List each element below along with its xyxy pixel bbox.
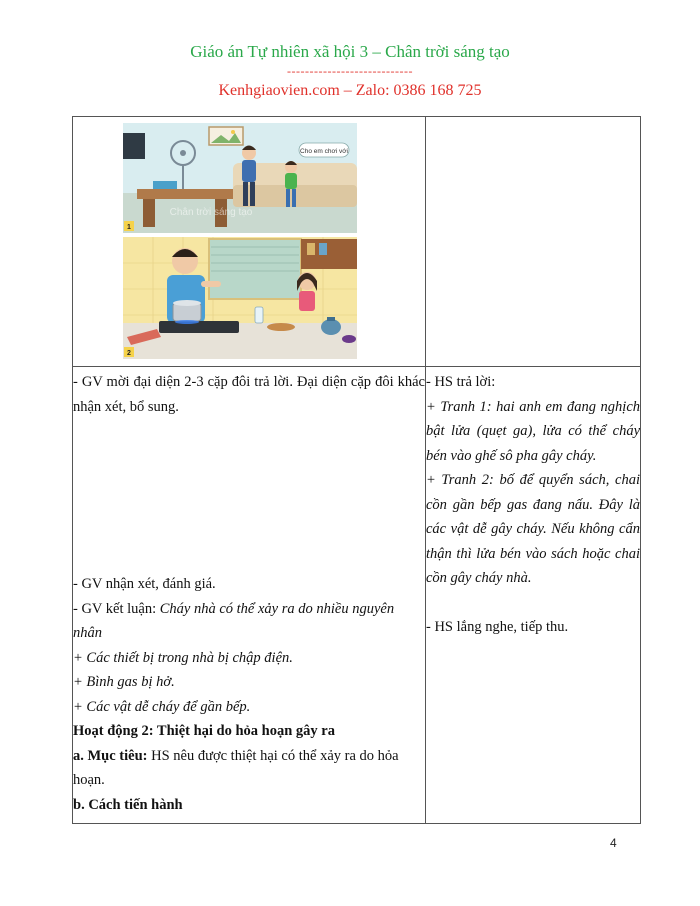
- student-answer-picture-1: + Tranh 1: hai anh em đang nghịch bật lửa (quẹt ga), lửa có thể cháy bén vào ghế sô pha gây cháy.: [426, 398, 640, 464]
- procedure-heading: b. Cách tiến hành: [73, 796, 183, 813]
- right-empty-cell: [426, 117, 641, 367]
- student-activities-cell: [426, 367, 641, 824]
- teacher-conclusion: [73, 597, 425, 646]
- objective-label: a. Mục tiêu:: [73, 747, 148, 764]
- objective: [73, 744, 425, 793]
- conclusion-prefix: - GV kết luận:: [73, 600, 160, 617]
- objective-text: HS nêu được thiệt hại có thể xảy ra do hỏa hoạn.: [73, 747, 399, 788]
- watermark-text: Chân trời sáng tạo: [169, 207, 253, 218]
- table-row: [73, 367, 641, 824]
- student-answer-heading: - HS trả lời:: [426, 374, 496, 390]
- lesson-illustration: [123, 123, 357, 359]
- cause-item-2: + Bình gas bị hở.: [73, 674, 175, 690]
- header-website: Kenhgiaovien.com – Zalo: 0386 168 725: [218, 82, 482, 99]
- header-title: Giáo án Tự nhiên xã hội 3 – Chân trời sáng tạo: [190, 42, 510, 61]
- cause-item-3: + Các vật dễ cháy để gần bếp.: [73, 698, 251, 715]
- panel-2-label: 2: [127, 350, 131, 357]
- illustration-cell: [73, 117, 426, 367]
- student-answer-picture-2: + Tranh 2: bố để quyển sách, chai cồn gần bếp gas đang nấu. Đây là các vật dễ gây cháy. Nếu không cẩn thận thì lửa bén vào sách hoặc chai cồn gây cháy nhà.: [426, 472, 640, 586]
- page-number: 4: [610, 836, 617, 850]
- conclusion-text: Cháy nhà có thể xảy ra do nhiều nguyên nhân: [73, 600, 395, 641]
- cause-item-1: + Các thiết bị trong nhà bị chập điện.: [73, 649, 293, 666]
- speech-bubble-text: Cho em chơi với: [300, 148, 348, 155]
- panel-1-living-room: [123, 123, 357, 233]
- student-listen: - HS lắng nghe, tiếp thu.: [426, 618, 569, 635]
- teacher-instruction-1: - GV mời đại diện 2-3 cặp đôi trả lời. Đại diện cặp đôi khác nhận xét, bổ sung.: [73, 374, 425, 415]
- teacher-activities-cell: [73, 367, 426, 824]
- activity-2-heading: Hoạt động 2: Thiệt hại do hỏa hoạn gây ra: [73, 723, 335, 739]
- header-divider: ----------------------------: [287, 64, 413, 78]
- panel-2-kitchen: [123, 237, 357, 359]
- table-row: [73, 117, 641, 367]
- lesson-table: [72, 116, 641, 824]
- panel-1-label: 1: [127, 224, 131, 231]
- teacher-instruction-2: - GV nhận xét, đánh giá.: [73, 576, 216, 592]
